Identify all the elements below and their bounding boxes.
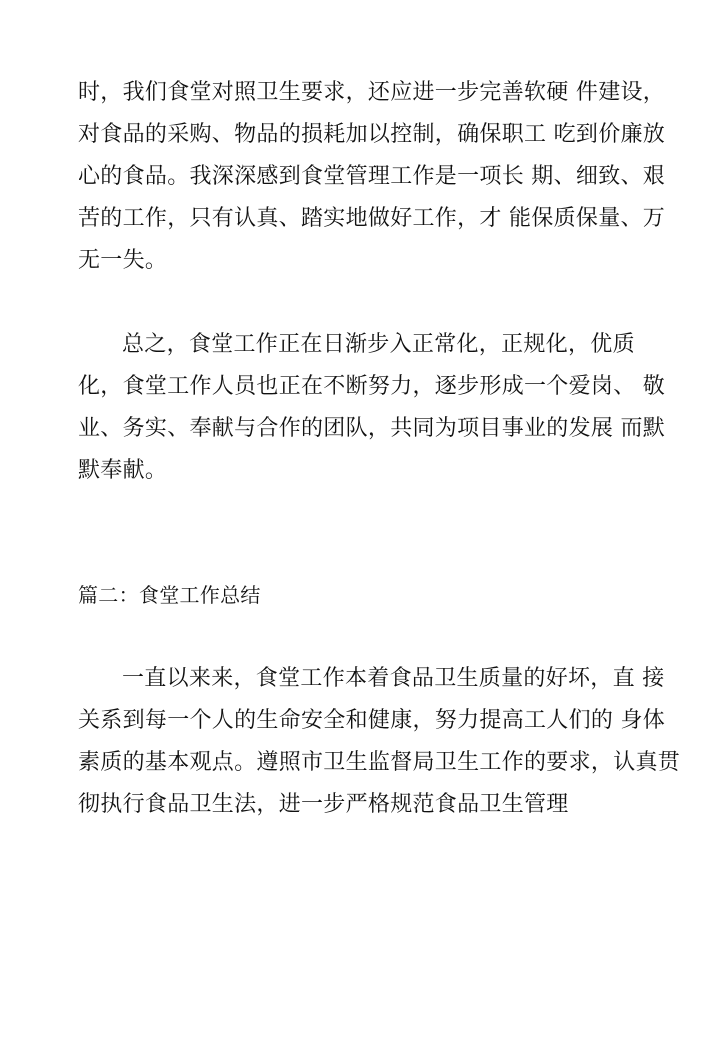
paragraph-2-line-2: 化，食堂工作人员也正在不断努力，逐步形成一个爱岗、 敬: [78, 374, 666, 399]
paragraph-2-line-4: 默奉献。: [78, 458, 168, 483]
paragraph-3-line-2: 关系到每一个人的生命安全和健康，努力提高工人们的 身体: [78, 708, 666, 733]
paragraph-1-line-3: 心的食品。我深深感到食堂管理工作是一项长 期、细致、艰: [78, 164, 666, 189]
section-title: 篇二：食堂工作总结: [78, 583, 261, 607]
paragraph-1-line-5: 无一失。: [78, 248, 168, 273]
paragraph-2-line-3: 业、务实、奉献与合作的团队，共同为项目事业的发展 而默: [78, 416, 666, 441]
paragraph-1-line-1: 时，我们食堂对照卫生要求，还应进一步完善软硬 件建设，: [78, 80, 666, 105]
paragraph-1-line-2: 对食品的采购、物品的损耗加以控制，确保职工 吃到价廉放: [78, 122, 666, 147]
paragraph-3-line-1: 一直以来来，食堂工作本着食品卫生质量的好坏，直 接: [122, 666, 665, 691]
paragraph-1-line-4: 苦的工作，只有认真、踏实地做好工作，才 能保质保量、万: [78, 206, 666, 231]
paragraph-2-line-1: 总之，食堂工作正在日渐步入正常化，正规化，优质: [122, 332, 635, 357]
paragraph-3-line-4: 彻执行食品卫生法，进一步严格规范食品卫生管理: [78, 792, 569, 817]
paragraph-3-line-3: 素质的基本观点。遵照市卫生监督局卫生工作的要求，认真贯: [78, 750, 681, 775]
